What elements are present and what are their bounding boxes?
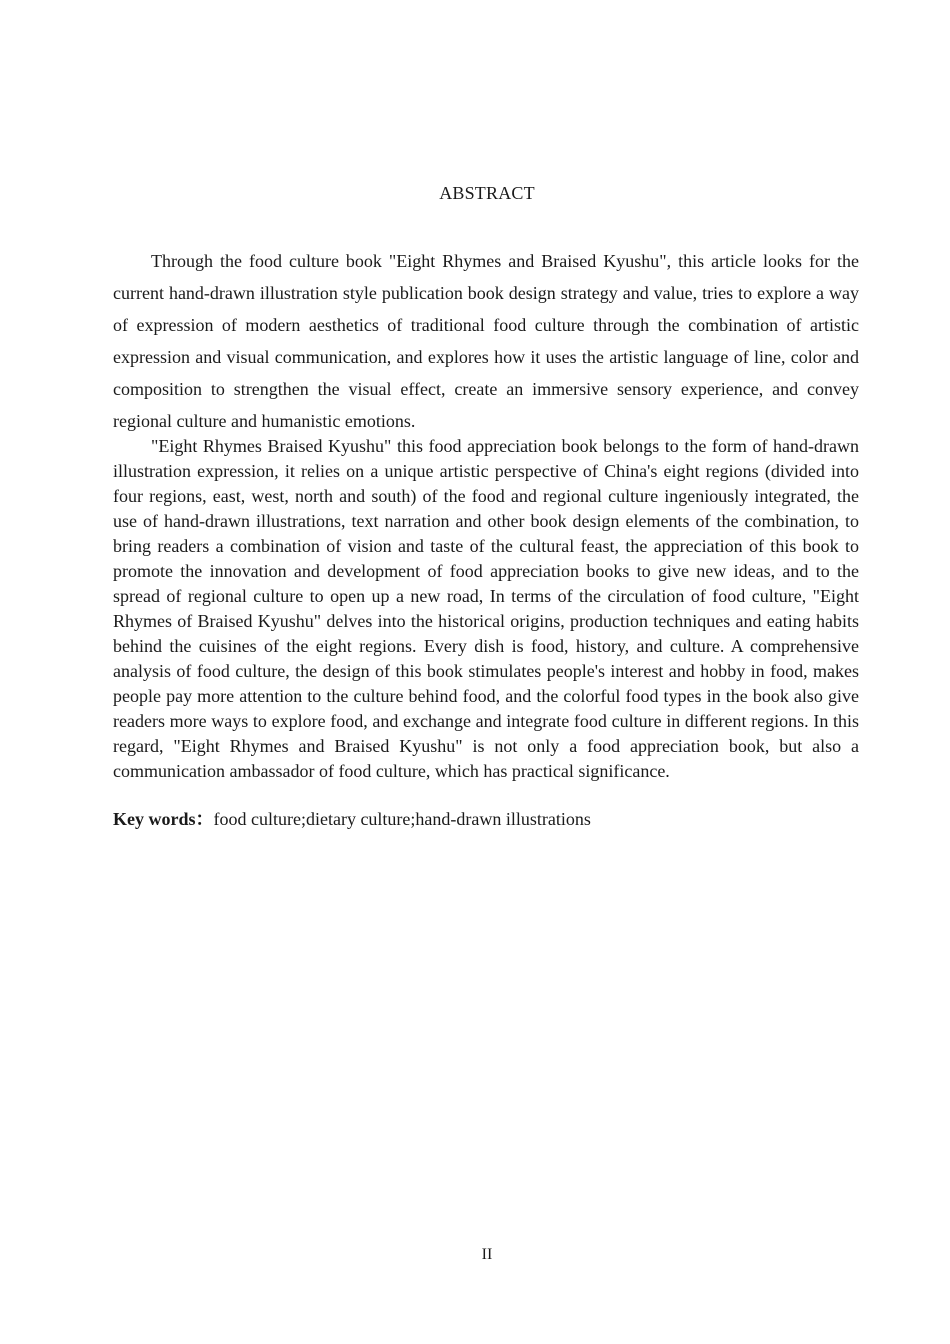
abstract-paragraph-1: Through the food culture book "Eight Rhymes and Braised Kyushu", this article looks for the current hand-drawn illustration style publication book design strategy and value, tries to explore a way of expression of modern aesthetics of traditional food culture through the combination of artistic expression and visual communication, and explores how it uses the artistic language of line, color and composition to strengthen the visual effect, create an immersive sensory experience, and convey regional culture and humanistic emotions. <box>113 251 859 431</box>
abstract-paragraph-2: "Eight Rhymes Braised Kyushu" this food appreciation book belongs to the form of hand-drawn illustration expression, it relies on a unique artistic perspective of China's eight regions (divided into four regions, east, west, north and south) of the food and regional culture ingeniously integrated, the use of hand-drawn illustrations, text narration and other book design elements of the combination, to bring readers a combination of vision and taste of the cultural feast, the appreciation of this book to promote the innovation and development of food appreciation books to give new ideas, and to the spread of regional culture to open up a new road, In terms of the circulation of food culture, "Eight Rhymes of Braised Kyushu" delves into the historical origins, production techniques and eating habits behind the cuisines of the eight regions. Every dish is food, history, and culture. A comprehensive analysis of food culture, the design of this book stimulates people's interest and hobby in food, makes people pay more attention to the culture behind food, and the colorful food types in the book also give readers more ways to explore food, and exchange and integrate food culture in different regions. In this regard, "Eight Rhymes and Braised Kyushu" is not only a food appreciation book, but also a communication ambassador of food culture, which has practical significance. <box>113 436 859 781</box>
abstract-heading: ABSTRACT <box>439 183 535 203</box>
page-number: II <box>481 1246 493 1263</box>
abstract-body-first <box>113 245 859 437</box>
keywords-label: Key words： <box>113 809 214 829</box>
keywords-line <box>113 807 859 832</box>
keywords-value: food culture;dietary culture;hand-drawn illustrations <box>213 809 591 829</box>
abstract-body-second <box>113 434 859 784</box>
